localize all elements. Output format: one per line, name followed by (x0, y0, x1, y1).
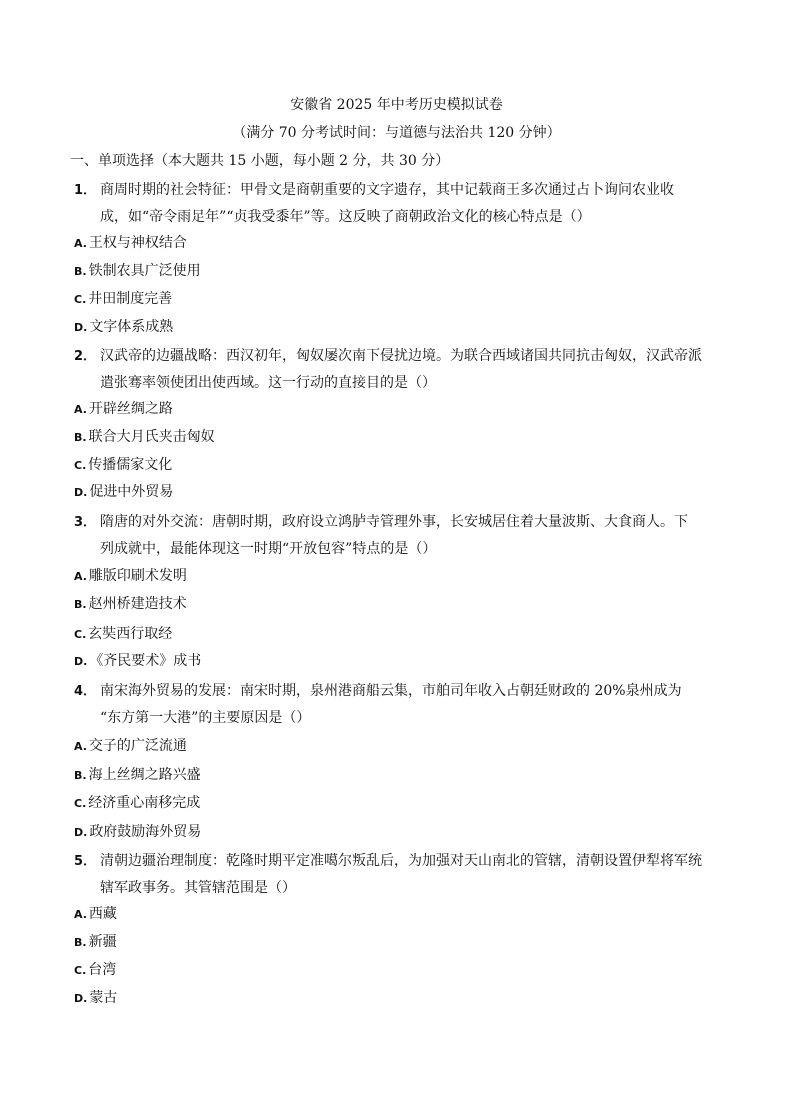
option-letter: C. (74, 293, 87, 306)
question-number: 2． (74, 349, 97, 364)
option-letter: B. (74, 598, 87, 611)
question-1-option-c (74, 290, 172, 309)
option-letter: D. (74, 486, 88, 499)
option-text: 井田制度完善 (88, 291, 173, 307)
question-5-option-b (74, 933, 117, 952)
option-letter: C. (74, 797, 87, 810)
question-5-option-d (74, 989, 117, 1008)
option-text: 海上丝绸之路兴盛 (88, 767, 201, 783)
section-heading: 一、单项选择（本大题共 15 小题，每小题 2 分，共 30 分） (70, 153, 450, 169)
option-text: 传播儒家文化 (88, 457, 173, 473)
question-3-option-a (74, 567, 187, 586)
option-text: 铁制农具广泛使用 (88, 263, 201, 279)
question-number: 5． (74, 854, 97, 869)
option-letter: B. (74, 265, 87, 278)
option-letter: A. (74, 740, 87, 753)
option-text: 新疆 (88, 934, 117, 950)
option-letter: A. (74, 237, 87, 250)
question-text: 隋唐的对外交流：唐朝时期，政府设立鸿胪寺管理外事，长安城居住着大量波斯、大食商人。下 (100, 514, 689, 530)
question-3-option-c (74, 625, 172, 644)
option-text: 交子的广泛流通 (88, 738, 187, 754)
exam-subtitle: （满分 70 分考试时间：与道德与法治共 120 分钟） (232, 125, 561, 141)
option-text: 蒙古 (89, 990, 118, 1006)
question-4-option-c (74, 794, 200, 813)
question-line (74, 848, 714, 875)
question-text: 商周时期的社会特征：甲骨文是商朝重要的文字遗存，其中记载商王多次通过占卜询问农业收 (100, 182, 675, 198)
question-2-option-c (74, 456, 172, 475)
question-4-option-a (74, 737, 187, 756)
option-text: 西藏 (88, 906, 117, 922)
option-text: 赵州桥建造技术 (88, 596, 187, 612)
question-5-option-a (74, 905, 117, 924)
question-2 (74, 343, 714, 396)
option-letter: B. (74, 431, 87, 444)
option-letter: C. (74, 964, 87, 977)
question-3-option-b (74, 595, 187, 614)
question-number: 3． (74, 515, 97, 530)
question-4-option-d (74, 823, 201, 842)
option-letter: D. (74, 655, 88, 668)
option-letter: D. (74, 826, 88, 839)
question-text-cont: 遣张骞率领使团出使西域。这一行动的直接目的是（） (100, 375, 436, 391)
question-1-option-a (74, 234, 187, 253)
option-letter: A. (74, 908, 87, 921)
question-line (74, 509, 714, 536)
option-letter: C. (74, 459, 87, 472)
question-2-option-d (74, 483, 173, 502)
option-text: 《齐民要术》成书 (89, 653, 202, 669)
question-number: 1． (74, 183, 97, 198)
question-3 (74, 509, 714, 562)
option-letter: A. (74, 403, 87, 416)
question-text-cont: 辖军政事务。其管辖范围是（） (100, 880, 296, 896)
option-letter: D. (74, 992, 88, 1005)
question-text-cont: 列成就中，最能体现这一时期“开放包容”特点的是（） (100, 541, 437, 557)
question-line (74, 177, 714, 204)
option-text: 文字体系成熟 (89, 319, 174, 335)
question-text-cont: 成，如“帝令雨足年”“贞我受黍年”等。这反映了商朝政治文化的核心特点是（） (100, 209, 591, 225)
option-text: 开辟丝绸之路 (88, 401, 173, 417)
exam-title: 安徽省 2025 年中考历史模拟试卷 (290, 97, 503, 113)
question-5 (74, 848, 714, 901)
option-letter: D. (74, 321, 88, 334)
option-text: 联合大月氏夹击匈奴 (88, 429, 215, 445)
option-text: 玄奘西行取经 (88, 626, 173, 642)
question-4-option-b (74, 766, 201, 785)
option-text: 台湾 (88, 962, 117, 978)
option-text: 王权与神权结合 (88, 235, 187, 251)
question-2-option-b (74, 428, 215, 447)
option-text: 政府鼓励海外贸易 (89, 824, 202, 840)
option-text: 经济重心南移完成 (88, 795, 201, 811)
question-line (74, 343, 714, 370)
question-4 (74, 678, 714, 731)
option-text: 雕版印刷术发明 (88, 568, 187, 584)
option-letter: C. (74, 628, 87, 641)
question-text: 汉武帝的边疆战略：西汉初年，匈奴屡次南下侵扰边境。为联合西域诸国共同抗击匈奴，汉武帝派 (100, 348, 703, 364)
question-5-option-c (74, 961, 116, 980)
question-text: 南宋海外贸易的发展：南宋时期，泉州港商船云集，市舶司年收入占朝廷财政的 20%泉州成为 (100, 683, 682, 699)
question-text-cont: “东方第一大港”的主要原因是（） (100, 710, 311, 726)
question-1-option-d (74, 318, 173, 337)
question-1-option-b (74, 262, 201, 281)
question-text: 清朝边疆治理制度：乾隆时期平定准噶尔叛乱后，为加强对天山南北的管辖，清朝设置伊犁将军统 (100, 853, 703, 869)
option-letter: A. (74, 570, 87, 583)
question-line (74, 678, 714, 705)
question-3-option-d (74, 652, 201, 671)
question-number: 4． (74, 684, 97, 699)
question-2-option-a (74, 400, 173, 419)
option-letter: B. (74, 936, 87, 949)
option-text: 促进中外贸易 (89, 484, 174, 500)
question-1 (74, 177, 714, 230)
option-letter: B. (74, 769, 87, 782)
